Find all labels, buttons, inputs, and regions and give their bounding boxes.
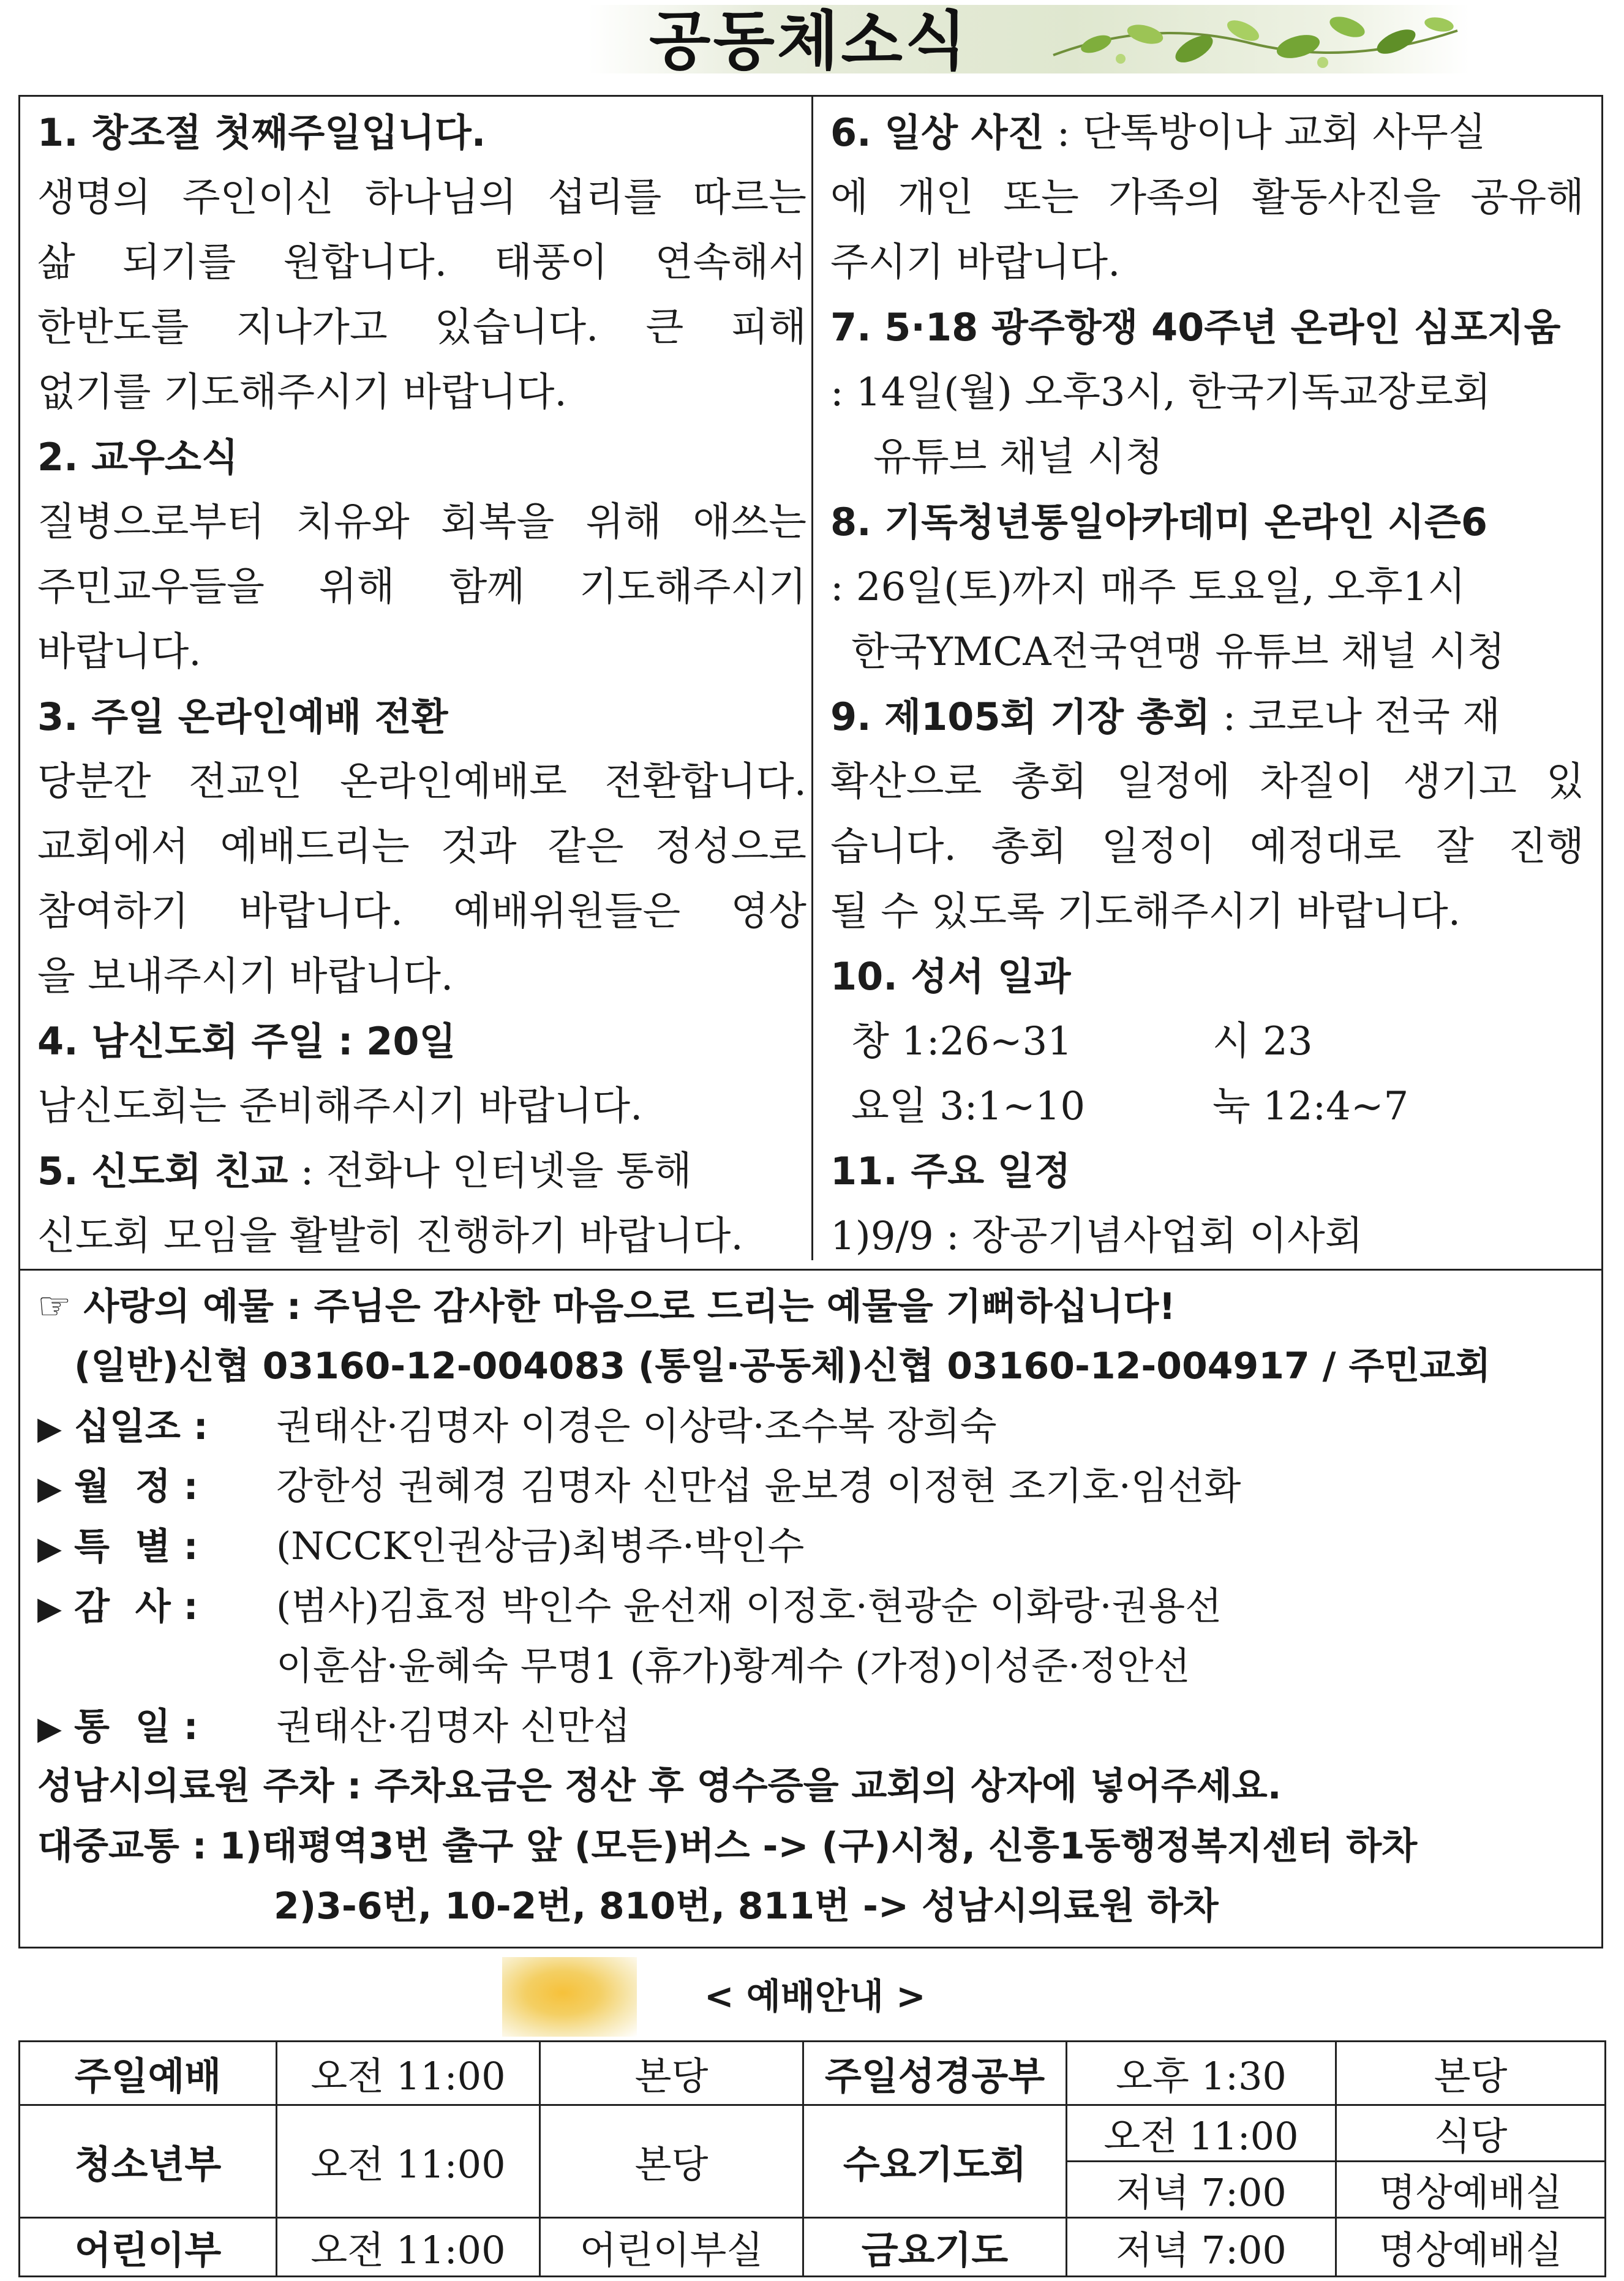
service-name: 주일예배 [20, 2042, 277, 2105]
item3-text: 교회에서 예배드리는 것과 같은 정성으로 [37, 824, 806, 870]
service-place: 명상예배실 [1336, 2162, 1606, 2218]
item6-text: 주시기 바랍니다. [830, 240, 1121, 285]
triangle-bullet-icon: ▶ [37, 1470, 62, 1507]
offering-headline: 사랑의 예물 : 주님은 감사한 마음으로 드리는 예물을 기뻐하십니다! [83, 1285, 1176, 1328]
worship-header [0, 1953, 1624, 2039]
item4-title: 4. 남신도회 주일 : 20일 [37, 1019, 456, 1064]
item1-text: 없기를 기도해주시기 바랍니다. [37, 370, 567, 415]
service-time: 오전 11:00 [277, 2218, 540, 2277]
offering-names: 권태산·김명자 이경은 이상락·조수복 장희숙 [276, 1404, 997, 1448]
offering-names: 강한성 권혜경 김명자 신만섭 윤보경 이정현 조기호·임선화 [276, 1464, 1241, 1508]
offering-label: 통 일 : [74, 1705, 198, 1748]
offering-names: 이훈삼·윤혜숙 무명1 (휴가)황계수 (가정)이성준·정안선 [276, 1644, 1190, 1688]
reading-row [830, 1074, 1589, 1139]
item11-title: 11. 주요 일정 [830, 1149, 1071, 1193]
item5-line [37, 1139, 811, 1204]
item10-title: 10. 성서 일과 [830, 954, 1071, 999]
news-left-column [20, 97, 811, 1260]
service-place: 본당 [540, 2042, 803, 2105]
news-box [18, 95, 1603, 1271]
reading-text: 시 23 [1212, 1019, 1313, 1064]
item9-text: 될 수 있도록 기도해주시기 바랍니다. [830, 889, 1461, 934]
offering-label: 특 별 : [74, 1525, 198, 1568]
transit-notice: 대중교통 : 1)태평역3번 출구 앞 (모든)버스 -> (구)시청, 신흥1동행정복지센터 하차 [37, 1825, 1418, 1868]
service-time: 저녁 7:00 [1067, 2218, 1336, 2277]
item5-rest: : 전화나 인터넷을 통해 [288, 1149, 692, 1194]
triangle-bullet-icon: ▶ [37, 1590, 62, 1627]
offering-label: 월 정 : [74, 1465, 198, 1508]
offering-row [37, 1456, 1601, 1516]
service-place: 식당 [1336, 2105, 1606, 2162]
service-name: 수요기도회 [803, 2105, 1067, 2218]
offering-row [37, 1516, 1601, 1576]
offering-names: (NCCK인권상금)최병주·박인수 [276, 1524, 805, 1568]
item4-text: 남신도회는 준비해주시기 바랍니다. [37, 1084, 643, 1129]
item2-text: 바랍니다. [37, 629, 201, 675]
item8-text: 한국YMCA전국연맹 유튜브 채널 시청 [851, 629, 1505, 675]
item1-text: 생명의 주인이신 하나님의 섭리를 따르는 [37, 175, 806, 220]
item9-line [830, 685, 1589, 750]
reading-text: 창 1:26~31 [851, 1019, 1072, 1064]
pointing-hand-icon: ☞ [37, 1283, 72, 1328]
flower-icon [502, 1957, 637, 2037]
offering-names: (범사)김효정 박인수 윤선재 이정호·현광순 이화랑·권용선 [276, 1584, 1222, 1628]
item2-text: 질병으로부터 치유와 회복을 위해 애쓰는 [37, 500, 806, 545]
item9-text: 습니다. 총회 일정이 예정대로 잘 진행 [830, 824, 1584, 870]
service-time: 오전 11:00 [277, 2042, 540, 2105]
triangle-bullet-icon: ▶ [37, 1710, 62, 1747]
item1-text: 삶 되기를 원합니다. 태풍이 연속해서 [37, 240, 806, 285]
item5-title: 5. 신도회 친교 [37, 1149, 288, 1193]
item9-rest: : 코로나 전국 재 [1210, 694, 1501, 740]
table-row [20, 2042, 1606, 2105]
worship-schedule-table [18, 2040, 1606, 2277]
item5-text: 신도회 모임을 활발히 진행하기 바랍니다. [37, 1214, 743, 1259]
item3-title: 3. 주일 온라인예배 전환 [37, 694, 448, 739]
offering-label: 감 사 : [74, 1585, 198, 1628]
item3-text: 을 보내주시기 바랍니다. [37, 954, 454, 999]
offering-accounts: (일반)신협 03160-12-004083 (통일·공동체)신협 03160-12-004917 / 주민교회 [74, 1345, 1491, 1388]
offering-names: 권태산·김명자 신만섭 [276, 1704, 631, 1748]
triangle-bullet-icon: ▶ [37, 1530, 62, 1567]
service-place: 본당 [1336, 2042, 1606, 2105]
item9-text: 확산으로 총회 일정에 차질이 생기고 있 [830, 759, 1584, 805]
offering-headline-line [37, 1276, 1601, 1336]
item2-text: 주민교우들을 위해 함께 기도해주시기 [37, 565, 806, 610]
table-row [20, 2218, 1606, 2277]
item6-rest: : 단톡방이나 교회 사무실 [1044, 110, 1486, 156]
service-place: 어린이부실 [540, 2218, 803, 2277]
worship-title: < 예배안내 > [704, 1975, 926, 2017]
offering-row [37, 1576, 1601, 1636]
item6-text: 에 개인 또는 가족의 활동사진을 공유해 [830, 175, 1584, 220]
table-row [20, 2105, 1606, 2162]
service-name: 금요기도 [803, 2218, 1067, 2277]
service-time: 오후 1:30 [1067, 2042, 1336, 2105]
offering-label: 십일조 : [74, 1405, 208, 1448]
item3-text: 당분간 전교인 온라인예배로 전환합니다. [37, 759, 806, 805]
service-place: 명상예배실 [1336, 2218, 1606, 2277]
triangle-bullet-icon: ▶ [37, 1410, 62, 1447]
item7-title: 7. 5·18 광주항쟁 40주년 온라인 심포지움 [830, 305, 1561, 350]
service-name: 어린이부 [20, 2218, 277, 2277]
item1-text: 한반도를 지나가고 있습니다. 큰 피해 [37, 305, 806, 350]
item7-text: 유튜브 채널 시청 [873, 435, 1163, 480]
offering-row [37, 1396, 1601, 1456]
item8-title: 8. 기독청년통일아카데미 온라인 시즌6 [830, 500, 1487, 544]
header [0, 0, 1624, 86]
transit-notice: 2)3-6번, 10-2번, 810번, 811번 -> 성남시의료원 하차 [274, 1885, 1219, 1928]
reading-text: 눅 12:4~7 [1212, 1084, 1409, 1129]
item8-text: : 26일(토)까지 매주 토요일, 오후1시 [830, 565, 1466, 610]
leaf-vine-icon [1041, 6, 1470, 80]
parking-notice: 성남시의료원 주차 : 주차요금은 정산 후 영수증을 교회의 상자에 넣어주세요. [37, 1765, 1282, 1808]
item6-title: 6. 일상 사진 [830, 110, 1045, 155]
service-time: 오전 11:00 [1067, 2105, 1336, 2162]
offering-row [37, 1696, 1601, 1756]
reading-row [830, 1009, 1589, 1074]
item3-text: 참여하기 바랍니다. 예배위원들은 영상 [37, 889, 806, 934]
item7-text: : 14일(월) 오후3시, 한국기독교장로회 [830, 370, 1491, 415]
service-time: 오전 11:00 [277, 2105, 540, 2218]
service-name: 청소년부 [20, 2105, 277, 2218]
service-time: 저녁 7:00 [1067, 2162, 1336, 2218]
page-title: 공동체소식 [649, 4, 969, 78]
item6-line [830, 100, 1589, 165]
item9-title: 9. 제105회 기장 총회 [830, 694, 1211, 739]
service-name: 주일성경공부 [803, 2042, 1067, 2105]
service-place: 본당 [540, 2105, 803, 2218]
reading-text: 요일 3:1~10 [851, 1084, 1086, 1129]
item1-title: 1. 창조절 첫째주일입니다. [37, 110, 486, 155]
offering-box [18, 1269, 1603, 1948]
item11-text: 1)9/9 : 장공기념사업회 이사회 [830, 1214, 1363, 1259]
news-right-column [811, 97, 1601, 1260]
item2-title: 2. 교우소식 [37, 435, 238, 479]
